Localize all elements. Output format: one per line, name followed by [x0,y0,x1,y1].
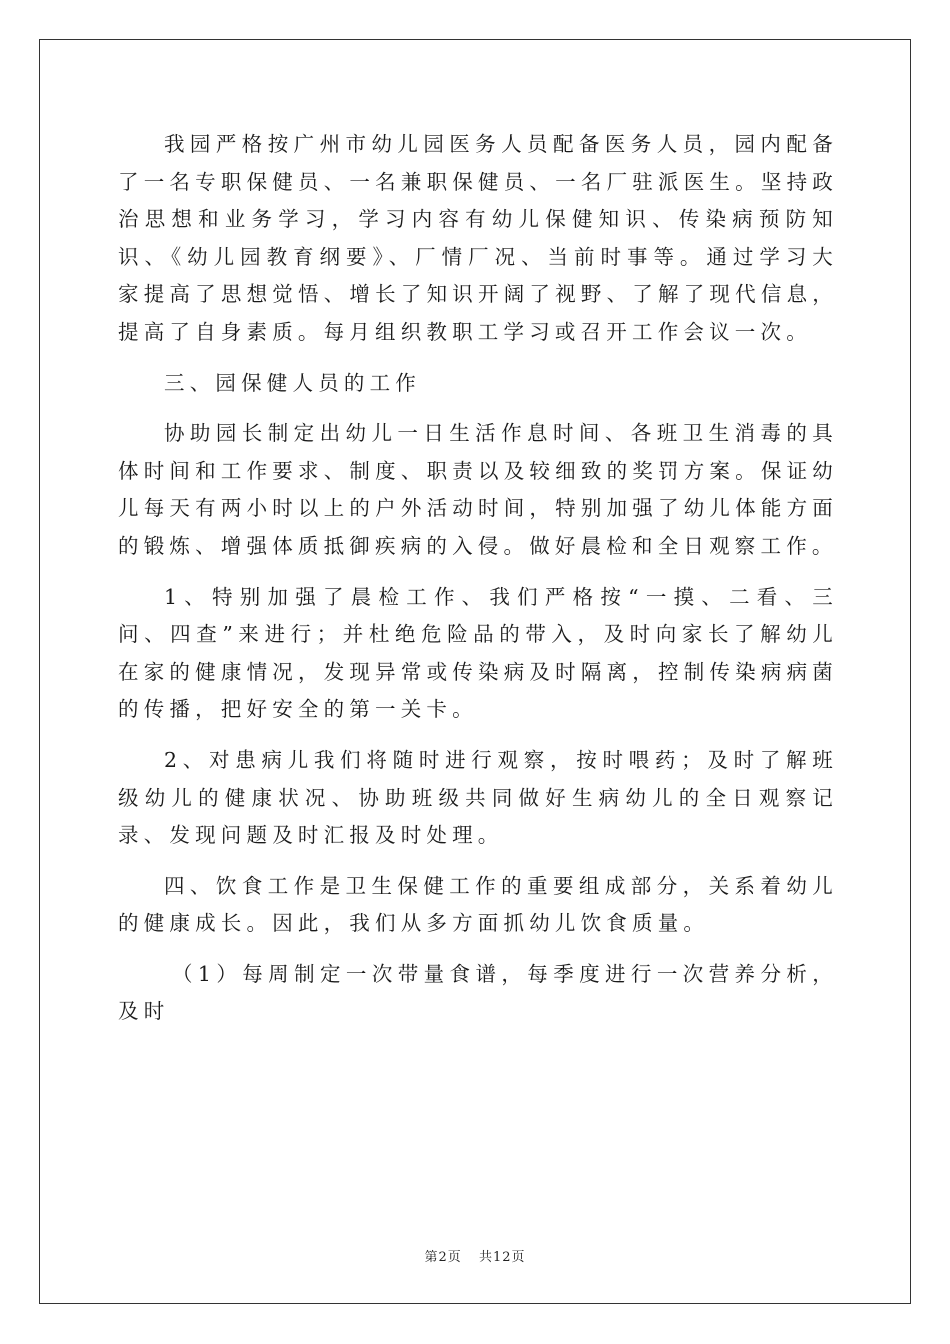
paragraph-morning-check: 1、特别加强了晨检工作、我们严格按“一摸、二看、三问、四查”来进行；并杜绝危险品的带入，及时向家长了解幼儿在家的健康情况，发现异常或传染病及时隔离，控制传染病病菌的传播，把好安全的第一关卡。 [118,584,838,722]
page-footer [0,1246,950,1265]
section-heading-health-staff: 三、园保健人员的工作 [164,370,421,395]
page-total: 共12页 [478,1250,526,1265]
paragraph-sick-children: 2、对患病儿我们将随时进行观察，按时喂药；及时了解班级幼儿的健康状况、协助班级共同做好生病幼儿的全日观察记录、发现问题及时汇报及时处理。 [118,747,838,848]
document-body [118,126,838,1031]
paragraph-staff-training: 我园严格按广州市幼儿园医务人员配备医务人员，园内配备了一名专职保健员、一名兼职保健员、一名厂驻派医生。坚持政治思想和业务学习，学习内容有幼儿保健知识、传染病预防知识、《幼儿园教育纲要》、厂情厂况、当前时事等。通过学习大家提高了思想觉悟、增长了知识开阔了视野、了解了现代信息，提高了自身素质。每月组织教职工学习或召开工作会议一次。 [118,132,838,344]
paragraph-daily-schedule: 协助园长制定出幼儿一日生活作息时间、各班卫生消毒的具体时间和工作要求、制度、职责以及较细致的奖罚方案。保证幼儿每天有两小时以上的户外活动时间，特别加强了幼儿体能方面的锻炼、增强体质抵御疾病的入侵。做好晨检和全日观察工作。 [118,421,838,558]
paragraph-weekly-menu: （1）每周制定一次带量食谱，每季度进行一次营养分析，及时 [118,961,838,1024]
paragraph-diet-work: 四、饮食工作是卫生保健工作的重要组成部分，关系着幼儿的健康成长。因此，我们从多方面抓幼儿饮食质量。 [118,873,838,936]
page-number: 第2页 [424,1250,462,1265]
